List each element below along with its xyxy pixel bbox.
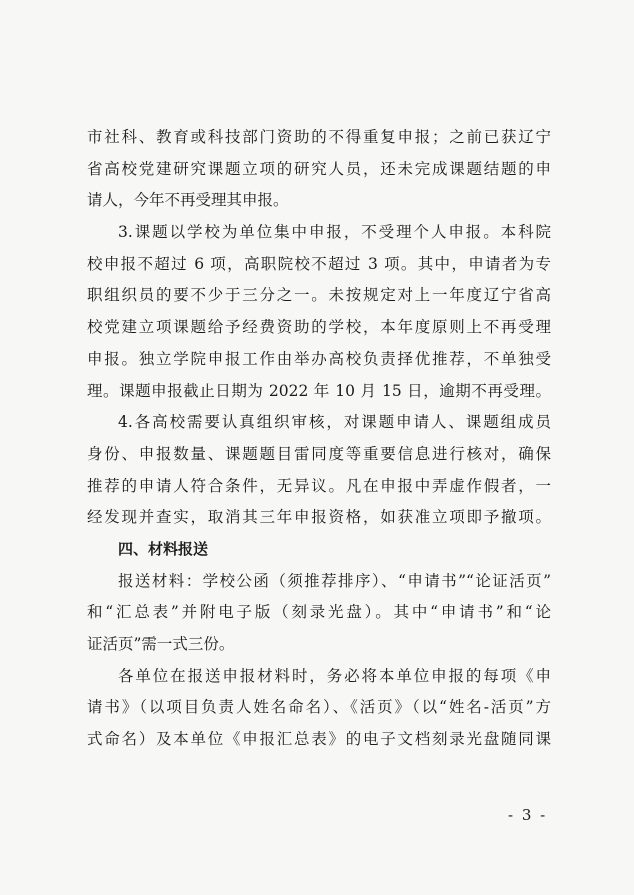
paragraph-line: 请人，今年不再受理其申报。 [87,191,289,210]
paragraph-line: 申报。独立学院申报工作由举办高校负责择优推荐，不单独受 [87,349,551,368]
paragraph-line: 推荐的申请人符合条件，无异议。凡在申报中弄虚作假者，一 [87,476,551,495]
page-number: - 3 - [508,806,548,824]
paragraph-line: 校申报不超过 6 项，高职院校不超过 3 项。其中，申请者为专 [87,254,551,273]
paragraph-line: 式命名）及本单位《申报汇总表》的电子文档刻录光盘随同课 [87,730,551,749]
paragraph-line: 4.各高校需要认真组织审核，对课题申请人、课题组成员 [118,413,551,432]
paragraph-line: 证活页”需一式三份。 [87,635,235,653]
paragraph-line: 和“汇总表”并附电子版（刻录光盘）。其中“申请书”和“论 [87,603,551,622]
paragraph-line: 经发现并查实，取消其三年申报资格，如获准立项即予撤项。 [87,508,551,527]
paragraph-line: 理。课题申报截止日期为 2022 年 10 月 15 日，逾期不再受理。 [87,381,551,400]
paragraph-line: 各单位在报送申报材料时，务必将本单位申报的每项《申 [118,666,551,685]
paragraph-line: 3.课题以学校为单位集中申报，不受理个人申报。本科院 [118,223,551,242]
paragraph-line: 市社科、教育或科技部门资助的不得重复申报；之前已获辽宁 [87,128,551,146]
section-heading: 四、材料报送 [118,539,209,558]
document-body [87,122,551,756]
paragraph-line: 身份、申报数量、课题题目雷同度等重要信息进行核对，确保 [87,444,551,463]
paragraph-line: 校党建立项课题给予经费资助的学校，本年度原则上不再受理 [87,318,551,337]
paragraph-line: 请书》（以项目负责人姓名命名）、《活页》（以“姓名-活页”方 [87,698,551,717]
paragraph-line: 报送材料：学校公函（须推荐排序）、“申请书”“论证活页” [118,571,551,590]
paragraph-line: 省高校党建研究课题立项的研究人员，还未完成课题结题的申 [87,159,551,178]
paragraph-line: 职组织员的要不少于三分之一。未按规定对上一年度辽宁省高 [87,286,551,305]
